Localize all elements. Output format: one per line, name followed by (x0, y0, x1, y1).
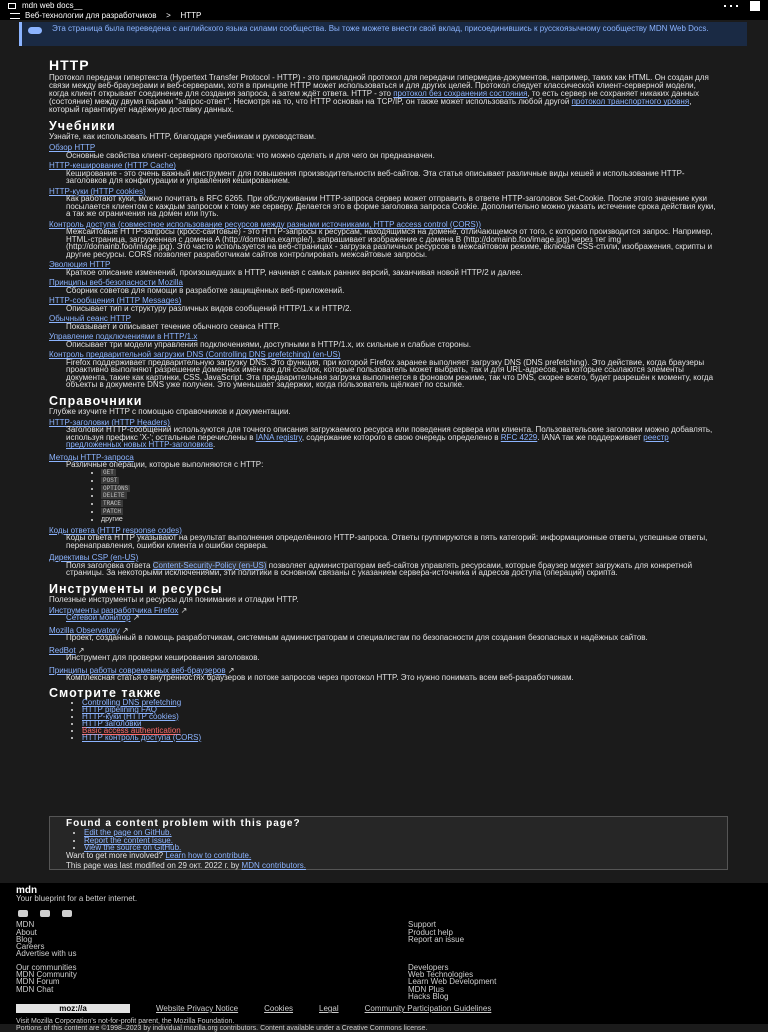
see-also-heading: Смотрите также (49, 685, 162, 700)
tutorial-desc: Основные свойства клиент-серверного протокола: что можно сделать и для чего он предназначен. (66, 150, 435, 160)
tutorial-link[interactable]: HTTP-сообщения (HTTP Messages) (49, 296, 182, 306)
methods-link[interactable]: Методы HTTP-запроса (49, 452, 134, 462)
method-patch[interactable]: PATCH (103, 507, 122, 515)
breadcrumb-page: HTTP (180, 10, 202, 20)
footer-link[interactable]: Product help (408, 927, 453, 937)
intro-text-2: , то есть сервер не сохраняет никаких данных (состояние) между двумя парами "запрос-ответ". Несмотря на то, что HTTP основан на TCP/IP, он также может использовать любой другой (49, 89, 700, 107)
list-item (101, 477, 721, 485)
tool-desc: Проект, созданный в помощь разработчикам, системным администраторам и специалистам по безопасности для создания безопасных и надёжных сайтов. (66, 633, 648, 643)
involved-line (66, 851, 706, 861)
list-item: • другие (101, 516, 721, 524)
tutorial-link[interactable]: Эволюция HTTP (49, 260, 111, 270)
list-item (101, 485, 721, 493)
tutorial-desc: Описывает три модели управления подключениями, доступными в HTTP/1.x, их сильные и слабые стороны. (66, 339, 471, 349)
list-item (101, 508, 721, 516)
references-heading: Справочники (49, 393, 143, 408)
tutorials-lead: Узнайте, как использовать HTTP, благодаря учебникам и руководствам. (49, 132, 317, 142)
see-also-link[interactable]: HTTP pipelining FAQ (82, 704, 157, 714)
response-codes-link[interactable]: Коды ответа (HTTP response codes) (49, 525, 182, 535)
footer-link[interactable]: MDN Community (16, 970, 77, 980)
info-icon (28, 27, 42, 34)
methods-desc: Различные операции, которые выполняются с HTTP: (66, 460, 264, 470)
contributors-link[interactable]: MDN contributors. (241, 861, 306, 870)
tool-title: Инструменты разработчика Firefox ↗ (49, 605, 188, 615)
tutorial-desc: Кеширование - это очень важный инструмент для повышения производительности веб-сайтов. Эта статья описывает различные виды кешей и использование HTTP-заголовков для конфигурации и управления кешированием. (66, 168, 685, 186)
see-also-list (82, 699, 721, 741)
footer-link[interactable]: Hacks Blog (408, 991, 449, 1001)
report-issue-link[interactable]: Report the content issue. (84, 835, 173, 845)
page-title: HTTP (49, 57, 90, 73)
cookies-link[interactable]: Cookies (264, 1004, 294, 1014)
footer-link[interactable]: About (16, 927, 37, 937)
method-trace[interactable]: TRACE (103, 500, 122, 508)
contribute-link[interactable]: Learn how to contribute. (165, 851, 252, 860)
list-item (84, 829, 711, 837)
iana-registry-link[interactable]: IANA registry (255, 432, 302, 442)
tutorial-desc: Краткое описание изменений, произошедших в HTTP, начиная с самых ранних версий, заканчивая новой HTTP/2 и далее. (66, 267, 523, 277)
intro-paragraph (49, 74, 714, 114)
app-logo-icon (8, 3, 16, 9)
contribute (66, 851, 706, 871)
footer-bottom (16, 1004, 752, 1013)
github-icon[interactable] (40, 910, 50, 917)
feedback-heading: Found a content problem with this page? (66, 818, 301, 829)
footer-link[interactable]: MDN Chat (16, 984, 54, 994)
see-also-link[interactable]: Controlling DNS prefetching (82, 697, 182, 707)
footer-link[interactable]: Report an issue (408, 934, 465, 944)
redbot-link[interactable]: RedBot (49, 645, 76, 655)
footer-link[interactable]: Careers (16, 942, 45, 952)
tutorial-desc: Как работают куки, можно почитать в RFC 6265. При обслуживании HTTP-запроса сервер может отправить в ответе HTTP-заголовок Set-Cookie. После этого значение куки посылается клиентом с каждым запросом к тому же серверу. Делается это в форме заголовка запроса Cookie. Дополнительно можно указать истечение срока действия куки, а так же ограничения на домен или путь. (66, 194, 716, 219)
footer-logo[interactable]: mdn (16, 885, 38, 896)
method-post[interactable]: POST (103, 476, 118, 484)
method-get[interactable]: GET (103, 468, 114, 476)
headers-link[interactable]: HTTP-заголовки (HTTP Headers) (49, 417, 170, 427)
methods-list (101, 469, 721, 524)
tool-title: Принципы работы современных веб-браузеров ↗ (49, 665, 235, 675)
feedback-list (84, 829, 711, 852)
footer-link[interactable]: MDN Plus (408, 984, 445, 994)
rss-icon[interactable] (62, 910, 72, 917)
list-item (82, 713, 721, 720)
list-item (82, 734, 721, 741)
headers-desc (66, 426, 716, 449)
guidelines-link[interactable]: Community Participation Guidelines (364, 1004, 492, 1014)
see-also-link[interactable]: HTTP-куки (HTTP cookies) (82, 711, 179, 721)
list-item (101, 500, 721, 508)
notice-text: Эта страница была переведена с английского языка силами сообщества. Вы тоже можете внести свой вклад, присоединившись к русскоязычному сообществу MDN Web Docs. (52, 24, 709, 33)
intro-text-3: , который гарантирует надёжную доставку данных. (49, 97, 692, 115)
footer-columns (16, 921, 752, 957)
footer-col-developers (408, 964, 752, 1000)
footer-link[interactable]: MDN (16, 920, 35, 930)
footer-tagline: Your blueprint for a better internet. (16, 894, 138, 903)
observatory-link[interactable]: Mozilla Observatory (49, 625, 120, 635)
translation-notice (19, 22, 747, 46)
list-item (82, 699, 721, 706)
close-icon[interactable] (750, 1, 760, 11)
browsers-link[interactable]: Принципы работы современных веб-браузеров (49, 665, 226, 675)
tutorial-desc: Сборник советов для помощи в разработке защищённых веб-приложений. (66, 285, 345, 295)
network-monitor-link[interactable]: Сетевой монитор (66, 613, 131, 623)
intro-link-transport[interactable]: протокол транспортного уровня (571, 97, 690, 107)
tools-heading: Инструменты и ресурсы (49, 581, 223, 596)
footer-link[interactable]: Our communities (16, 962, 77, 972)
tutorial-link[interactable]: Обычный сеанс HTTP (49, 314, 132, 324)
social-links (18, 910, 752, 917)
footer-col-mdn (16, 921, 408, 957)
legal-line-2: Portions of this content are ©1998–2023 by individual mozilla.org contributors. Content available under a Creative Commons license. (16, 1024, 428, 1032)
footer-col-communities (16, 964, 408, 1000)
breadcrumb-section[interactable]: Веб-технологии для разработчиков (25, 10, 157, 20)
tutorials-heading: Учебники (49, 119, 116, 134)
method-options[interactable]: OPTIONS (103, 484, 129, 492)
tab-title[interactable]: mdn web docs__ (22, 0, 83, 10)
modified-text: This page was last modified on 29 окт. 2022 г. by (66, 861, 240, 870)
footer-link[interactable]: Web Technologies (408, 970, 474, 980)
rfc-4229-link[interactable]: RFC 4229 (500, 432, 538, 442)
modified-line (66, 861, 706, 871)
tutorial-desc: Межсайтовые HTTP-запросы (кросс-сайтовые) - это HTTP-запросы к ресурсам, находящимся на домене, отличающемся от того, с которого производится запрос. Например, HTML-страница, загруженная с домена A (http://domaina.example/), запрашивает изображение с домена B (http://domainb.foo/image.jpg) через тег img (http://domainb.foo/image.jpg). Это часто используется на веб-страницах - загрузка различных ресурсов в межсайтовом режиме, включая CSS-стили, изображения, скрипты и другие ресурсы. CORS позволяет разработчикам сайтов контролировать межсайтовые запросы. (66, 227, 713, 259)
tool-sub: Сетевой монитор ↗ (66, 613, 140, 623)
list-item (101, 492, 721, 500)
footer-col-support (408, 921, 752, 957)
tutorial-desc: Показывает и описывает течение обычного сеанса HTTP. (66, 321, 280, 331)
footer-link[interactable]: MDN Forum (16, 977, 60, 987)
tutorials-list (49, 144, 721, 389)
involved-text: Want to get more involved? (66, 851, 164, 860)
legal-line-1: Visit Mozilla Corporation's not-for-profit parent, the Mozilla Foundation. (16, 1018, 235, 1026)
edit-on-github-link[interactable]: Edit the page on GitHub. (84, 828, 172, 837)
legal-text (16, 1019, 756, 1032)
csp-text-b: позволяет администраторам веб-сайтов управлять ресурсами, которые браузер может загружать для конкретной страницы. За некоторыми исключениями, эти политики в основном связаны с указанием сервера-источника и адресов доступа (операций) скрипта. (66, 560, 693, 578)
breadcrumb (0, 11, 768, 20)
view-source-link[interactable]: View the source on GitHub. (84, 843, 182, 852)
footer-link[interactable]: Blog (16, 934, 33, 944)
article (49, 58, 721, 741)
privacy-link[interactable]: Website Privacy Notice (156, 1004, 239, 1014)
tutorial-link[interactable]: Управление подключениями в HTTP/1.x (49, 332, 198, 342)
twitter-icon[interactable] (18, 910, 28, 917)
tool-title: Mozilla Observatory ↗ (49, 625, 129, 635)
headers-text-a: Заголовки HTTP-сообщений используются для точного описания загружаемого ресурса или поведения сервера или клиента. Пользовательские заголовки можно добавлять, используя префикс 'X-'; остальные перечислены в (66, 425, 713, 442)
tutorial-link[interactable]: Контроль доступа (совместное использование ресурсов между разными источниками, HTTP access control (CORS)) (49, 219, 482, 229)
csp-link[interactable]: Директивы CSP (en-US) (49, 553, 139, 563)
intro-link-stateless[interactable]: протокол без сохранения состояния (393, 89, 528, 99)
references-list (49, 419, 721, 469)
footer-link[interactable]: Developers (408, 962, 449, 972)
mozilla-logo[interactable]: moz://a (16, 1004, 130, 1013)
footer-link[interactable]: Learn Web Development (408, 977, 497, 987)
tools-lead: Полезные инструменты и ресурсы для понимания и отладки HTTP. (49, 594, 299, 604)
footer-link[interactable]: Support (408, 920, 437, 930)
see-also-link-missing[interactable]: Basic access authentication (82, 725, 181, 735)
tutorial-link[interactable]: Контроль предварительной загрузки DNS (Controlling DNS prefetching) (en-US) (49, 350, 341, 360)
tutorial-link[interactable]: Принципы веб-безопасности Mozilla (49, 278, 183, 288)
tool-desc: Инструмент для проверки кеширования заголовков. (66, 653, 260, 663)
see-also-link[interactable]: HTTP заголовки (82, 718, 142, 728)
tutorial-link[interactable]: HTTP-куки (HTTP cookies) (49, 186, 146, 196)
legal-link[interactable]: Legal (319, 1004, 339, 1014)
csp-desc (66, 562, 716, 577)
tool-title: RedBot ↗ (49, 645, 85, 655)
headers-text-b: , содержание которого в свою очередь определено в (301, 432, 501, 442)
tools-list (49, 607, 721, 682)
headers-text-d: . (212, 440, 216, 450)
more-icon[interactable] (724, 5, 738, 7)
references-list-2 (49, 527, 721, 577)
headers-text-c: . IANA так же поддерживает (537, 432, 644, 442)
footer-columns-2 (16, 964, 752, 1000)
tutorial-desc: Описывает тип и структуру различных видов сообщений HTTP/1.x и HTTP/2. (66, 303, 352, 313)
new-headers-link[interactable]: реестр предложенных новых HTTP-заголовков (66, 432, 669, 450)
method-delete[interactable]: DELETE (103, 492, 125, 500)
intro-text-1: Протокол передачи гипертекста (Hypertext Transfer Protocol - HTTP) - это прикладной протокол для передачи гипермедиа-документов, например, таких как HTML. Он создан для связи между веб-браузерами и веб-серверами, хотя в принципе HTTP может использоваться и для других целей. Протокол следует классической клиент-серверной модели, когда клиент открывает соединение для создания запроса, а затем ждёт ответа. HTTP - это (49, 73, 709, 99)
references-lead: Глубже изучите HTTP с помощью справочников и документации. (49, 406, 291, 416)
footer (0, 883, 768, 1032)
menu-icon[interactable] (10, 13, 20, 19)
tutorial-desc: Firefox поддерживает предварительную загрузку DNS. Это функция, при которой Firefox заранее выполняет загрузку DNS (DNS prefetching). Это действие, когда браузеры проактивно выполняют разрешение доменных имён как для ссылок, которые пользователь может выбрать, так и для URL-адресов, на которые ссылаются элементы документа, такие как картинки, CSS, JavaScript. Эта предварительная загрузка выполняется в фоновом режиме, так что DNS, скорее всего, будет разрешён к моменту, когда объекты в документе DNS уже получен. Это уменьшает задержки, когда пользователь щёлкает по ссылке. (66, 357, 714, 390)
browser-bar (0, 0, 768, 11)
firefox-tools-link[interactable]: Инструменты разработчика Firefox (49, 605, 179, 615)
csp-header-link[interactable]: Content-Security-Policy (en-US) (152, 560, 267, 570)
csp-text-a: Поля заголовка ответа (66, 560, 153, 570)
tutorial-link[interactable]: Обзор HTTP (49, 143, 96, 153)
footer-link[interactable]: Advertise with us (16, 949, 77, 959)
list-item (101, 469, 721, 477)
see-also-link[interactable]: HTTP контроль доступа (CORS) (82, 732, 202, 742)
codes-desc: Коды ответа HTTP указывают на результат выполнения определённого HTTP-запроса. Ответы группируются в пять категорий: информационные ответы, успешные ответы, перенаправления, ошибки клиента и ошибки сервера. (66, 533, 708, 550)
breadcrumb-separator: > (166, 10, 171, 20)
tutorial-link[interactable]: HTTP-кеширование (HTTP Cache) (49, 161, 176, 171)
tool-desc: Комплексная статья о внутренностях браузеров и потоке запросов через протокол HTTP. Это нужно понимать всем веб-разработчикам. (66, 673, 574, 683)
